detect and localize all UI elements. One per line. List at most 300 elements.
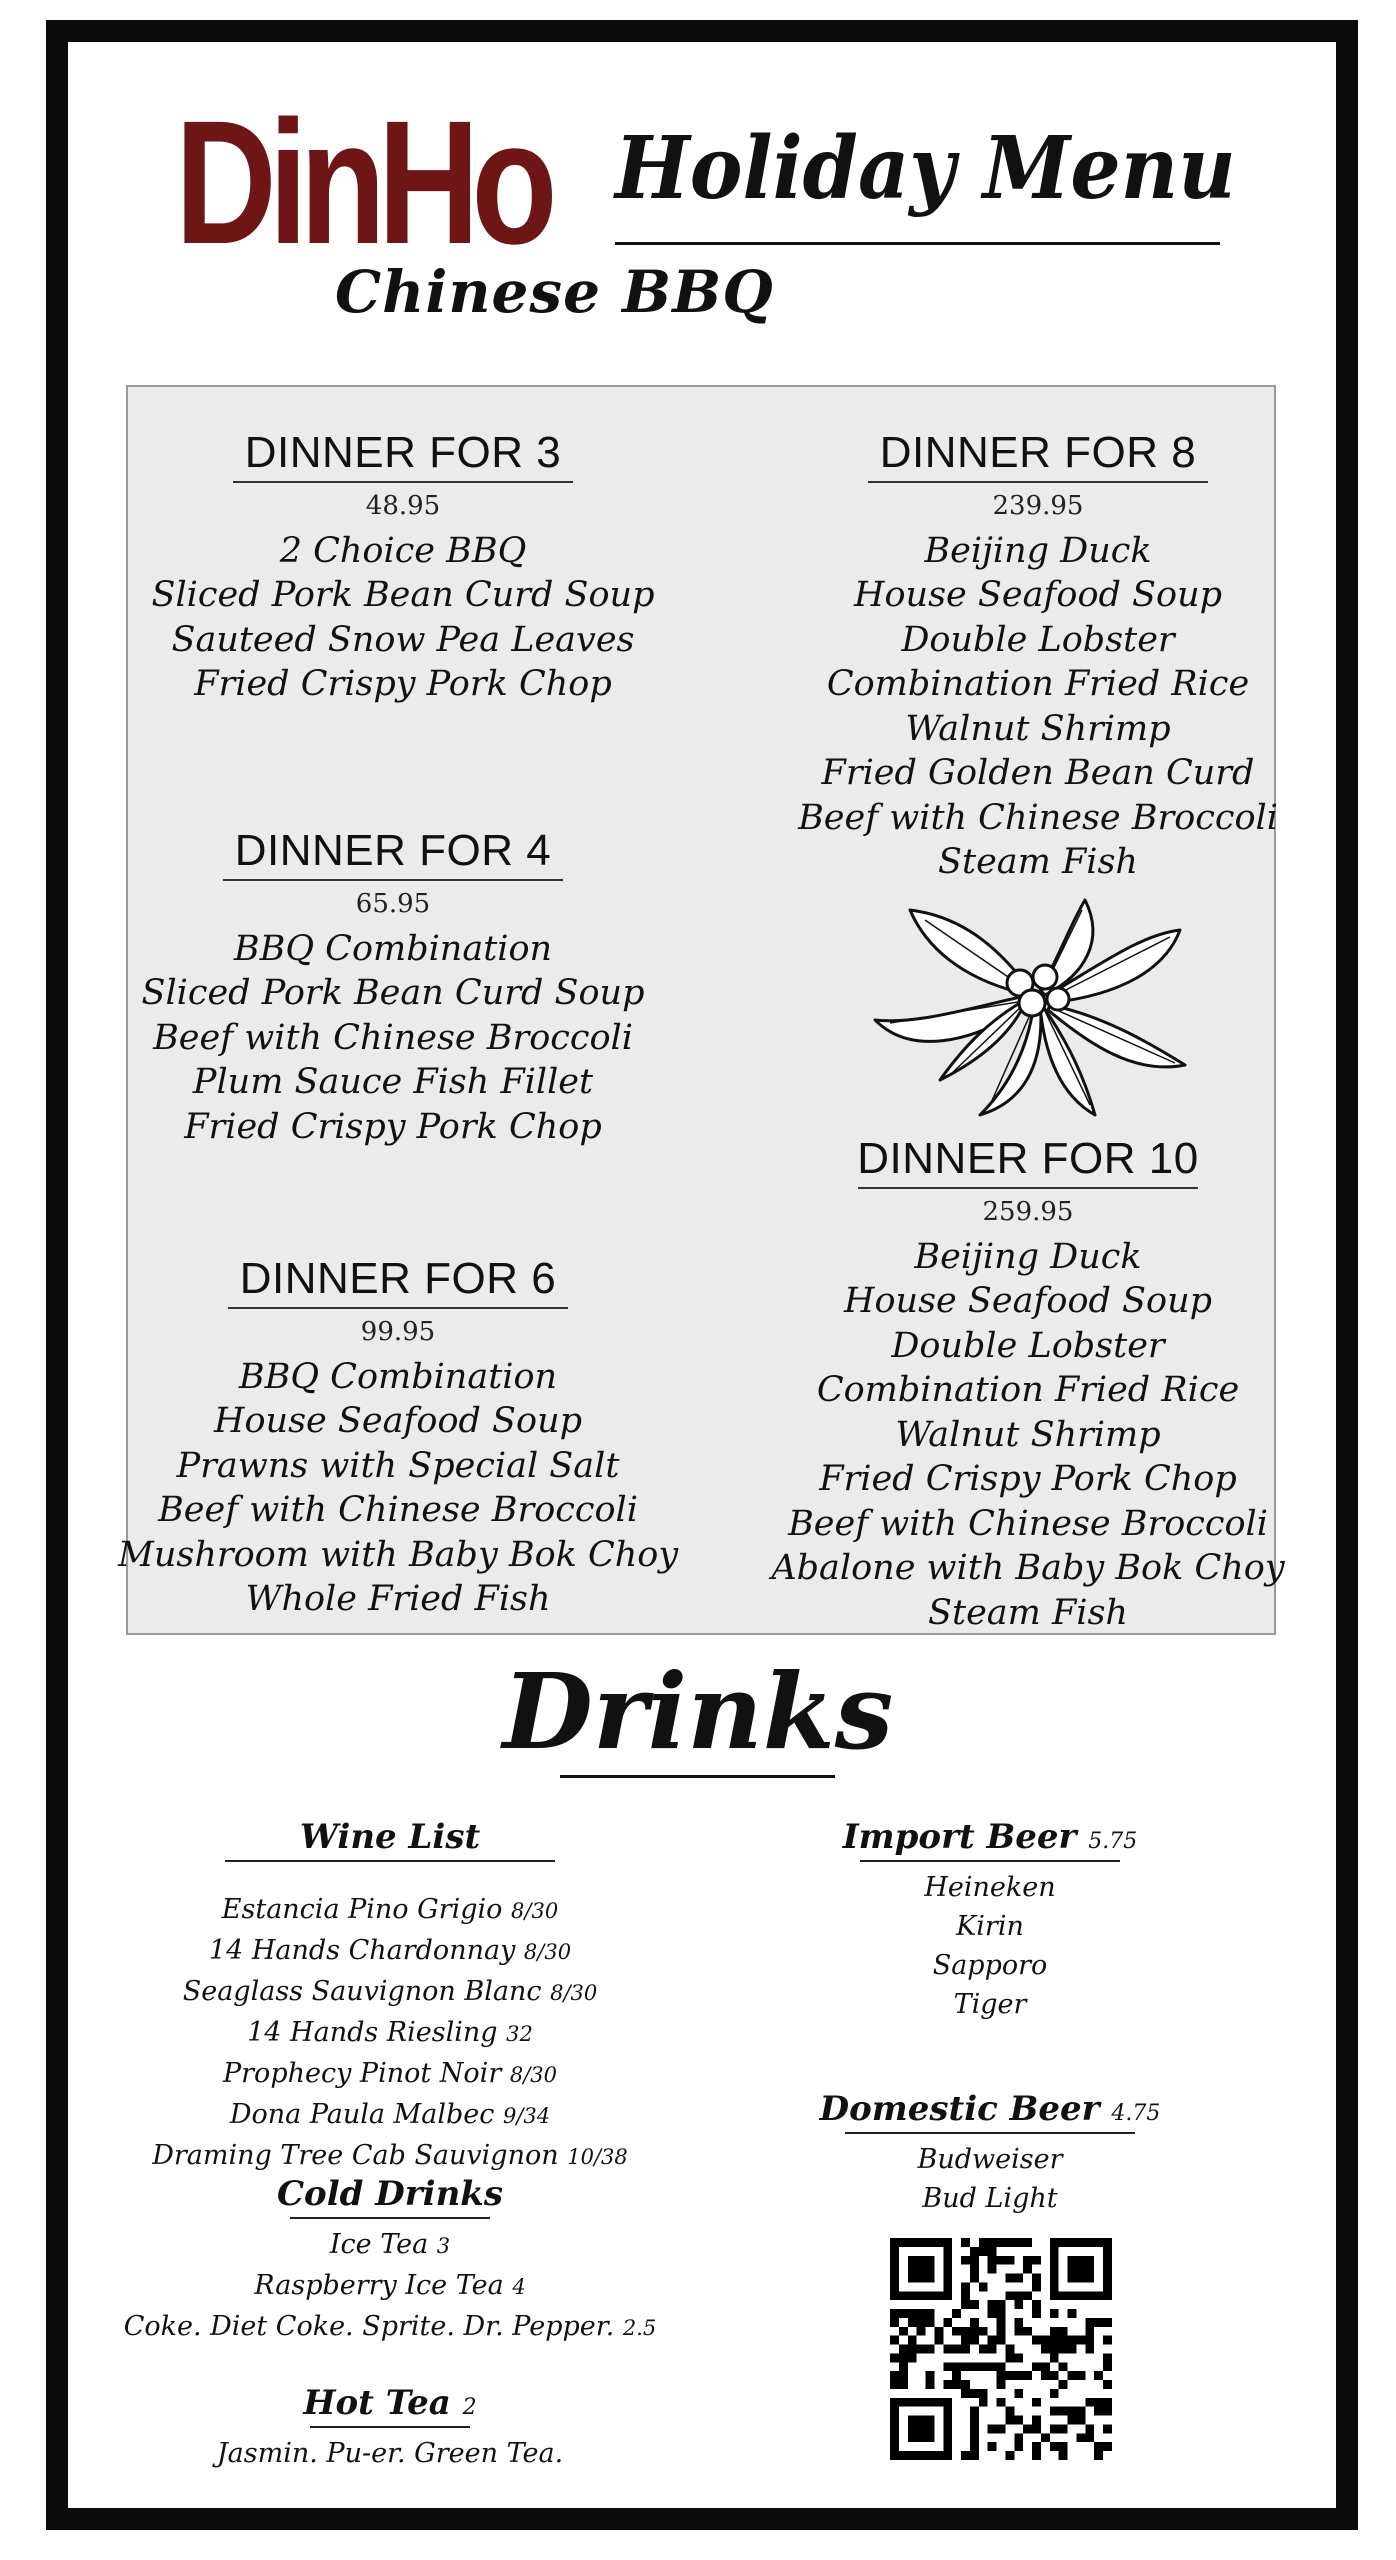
- qr-module: [1005, 2407, 1014, 2416]
- qr-module: [1094, 2407, 1103, 2416]
- dish-item: Beijing Duck: [914, 1236, 1142, 1277]
- qr-module: [1005, 2353, 1014, 2362]
- dish-item: House Seafood Soup: [843, 1281, 1213, 1322]
- qr-module: [988, 2442, 997, 2451]
- dish-item: Sauteed Snow Pea Leaves: [171, 619, 635, 660]
- qr-module: [997, 2362, 1006, 2371]
- domestic-beer-section: [790, 2090, 1190, 2218]
- qr-module: [961, 2451, 970, 2460]
- dinner-price: 239.95: [992, 491, 1084, 522]
- qr-module: [1076, 2336, 1085, 2345]
- qr-module: [952, 2345, 961, 2354]
- qr-module: [1014, 2371, 1023, 2380]
- qr-module: [997, 2371, 1006, 2380]
- qr-module: [988, 2247, 997, 2256]
- qr-module: [1059, 2442, 1068, 2451]
- qr-module: [1050, 2353, 1059, 2362]
- drink-name: Coke. Diet Coke. Sprite. Dr. Pepper.: [123, 2311, 615, 2343]
- qr-module: [1050, 2336, 1059, 2345]
- qr-module: [1032, 2398, 1041, 2407]
- qr-module: [1041, 2345, 1050, 2354]
- qr-module: [899, 2327, 908, 2336]
- qr-module: [997, 2424, 1006, 2433]
- dinner-price: 259.95: [982, 1197, 1074, 1228]
- drink-item: Jasmin. Pu-er. Green Tea.: [216, 2438, 564, 2470]
- qr-module: [1014, 2300, 1023, 2309]
- qr-module: [1014, 2274, 1023, 2283]
- qr-module: [952, 2309, 961, 2318]
- qr-module: [943, 2345, 952, 2354]
- qr-module: [961, 2362, 970, 2371]
- qr-module: [1094, 2371, 1103, 2380]
- qr-module: [961, 2389, 970, 2398]
- cold-drinks-section: [100, 2175, 680, 2348]
- drink-name: Estancia Pino Grigio: [221, 1894, 503, 1926]
- qr-module: [970, 2336, 979, 2345]
- qr-module: [961, 2256, 970, 2265]
- qr-module: [997, 2318, 1006, 2327]
- qr-module: [1068, 2416, 1077, 2425]
- qr-module: [1103, 2424, 1112, 2433]
- qr-module: [1032, 2256, 1041, 2265]
- qr-module: [970, 2318, 979, 2327]
- qr-module: [1032, 2451, 1041, 2460]
- domestic-beer-items: [790, 2140, 1190, 2218]
- qr-module: [1023, 2238, 1032, 2247]
- drink-name: Prophecy Pinot Noir: [222, 2058, 502, 2090]
- qr-module: [1094, 2398, 1103, 2407]
- qr-module: [1014, 2442, 1023, 2451]
- qr-module: [961, 2336, 970, 2345]
- dinner-price: 99.95: [360, 1317, 436, 1348]
- qr-module: [988, 2265, 997, 2274]
- dinner-for-8: [758, 429, 1318, 885]
- qr-module: [1005, 2256, 1014, 2265]
- dish-item: BBQ Combination: [233, 928, 553, 969]
- qr-module: [926, 2309, 935, 2318]
- dish-item: House Seafood Soup: [853, 575, 1223, 616]
- qr-module: [1005, 2274, 1014, 2283]
- qr-module: [934, 2327, 943, 2336]
- qr-module: [988, 2336, 997, 2345]
- qr-module: [997, 2309, 1006, 2318]
- qr-module: [1032, 2362, 1041, 2371]
- drink-name: Raspberry Ice Tea: [254, 2270, 504, 2302]
- qr-module: [970, 2424, 979, 2433]
- qr-module: [961, 2380, 970, 2389]
- dish-item: Fried Crispy Pork Chop: [184, 1106, 602, 1147]
- qr-module: [1014, 2318, 1023, 2327]
- qr-module: [997, 2380, 1006, 2389]
- qr-module: [1103, 2336, 1112, 2345]
- drink-item: [100, 2095, 680, 2136]
- qr-module: [908, 2353, 917, 2362]
- qr-module: [1059, 2336, 1068, 2345]
- drink-price: 8/30: [523, 1940, 572, 1965]
- qr-module: [970, 2274, 979, 2283]
- dinner-for-3: [123, 429, 683, 707]
- qr-module: [1050, 2345, 1059, 2354]
- drink-name: Draming Tree Cab Sauvignon: [152, 2140, 559, 2172]
- drink-name: 14 Hands Chardonnay: [208, 1935, 516, 1967]
- qr-module: [979, 2345, 988, 2354]
- dinner-title: DINNER FOR 6: [239, 1254, 557, 1303]
- hot-tea-heading: Hot Tea 2: [303, 2383, 477, 2423]
- qr-module: [1085, 2424, 1094, 2433]
- qr-module: [1014, 2433, 1023, 2442]
- qr-module: [917, 2318, 926, 2327]
- dish-item: Beijing Duck: [924, 530, 1152, 571]
- wine-items: [100, 1890, 680, 2177]
- qr-module: [1023, 2327, 1032, 2336]
- qr-module: [1014, 2238, 1023, 2247]
- drink-item: [100, 2013, 680, 2054]
- qr-module: [961, 2282, 970, 2291]
- qr-module: [899, 2309, 908, 2318]
- drinks-title: Drinks: [502, 1650, 894, 1773]
- qr-module: [1050, 2371, 1059, 2380]
- qr-module: [997, 2336, 1006, 2345]
- qr-module: [1005, 2416, 1014, 2425]
- qr-module: [908, 2309, 917, 2318]
- qr-module: [1050, 2309, 1059, 2318]
- qr-module: [1005, 2291, 1014, 2300]
- dinner-title-underline: [868, 481, 1208, 483]
- qr-module: [926, 2318, 935, 2327]
- drink-item: [100, 2307, 680, 2348]
- drink-item: Bud Light: [922, 2183, 1058, 2215]
- drink-item: [100, 1890, 680, 1931]
- qr-module: [997, 2238, 1006, 2247]
- qr-module: [908, 2416, 935, 2443]
- qr-module: [970, 2362, 979, 2371]
- qr-module: [926, 2371, 935, 2380]
- qr-module: [952, 2327, 961, 2336]
- hot-tea-section: [100, 2384, 680, 2473]
- qr-module: [979, 2389, 988, 2398]
- qr-module: [890, 2380, 899, 2389]
- qr-module: [970, 2442, 979, 2451]
- drink-item: [100, 2054, 680, 2095]
- qr-module: [1103, 2398, 1112, 2407]
- dish-item: Combination Fried Rice: [816, 1370, 1240, 1411]
- qr-module: [1014, 2291, 1023, 2300]
- qr-module: [970, 2300, 979, 2309]
- qr-module: [1068, 2345, 1077, 2354]
- qr-module: [1014, 2327, 1023, 2336]
- drink-price: 8/30: [511, 1899, 559, 1924]
- drink-item: Budweiser: [917, 2144, 1063, 2176]
- dish-item: Combination Fried Rice: [826, 664, 1250, 705]
- qr-module: [908, 2345, 917, 2354]
- qr-module: [988, 2256, 997, 2265]
- drink-item: [100, 1931, 680, 1972]
- qr-module: [1032, 2442, 1041, 2451]
- qr-module: [1103, 2362, 1112, 2371]
- qr-module: [1023, 2256, 1032, 2265]
- poinsettia-icon: [870, 895, 1190, 1120]
- drink-price: 8/30: [550, 1981, 598, 2006]
- dish-item: Double Lobster: [901, 619, 1175, 660]
- qr-module: [908, 2256, 935, 2283]
- dish-item: Whole Fried Fish: [245, 1579, 551, 1620]
- qr-module: [970, 2256, 979, 2265]
- qr-module: [1085, 2318, 1094, 2327]
- dish-item: Walnut Shrimp: [895, 1414, 1161, 1455]
- qr-module: [952, 2362, 961, 2371]
- qr-module: [1076, 2433, 1085, 2442]
- qr-module: [1032, 2309, 1041, 2318]
- qr-module: [1085, 2433, 1094, 2442]
- import-beer-section: [790, 1818, 1190, 2024]
- dish-item: Sliced Pork Bean Curd Soup: [141, 973, 645, 1014]
- drink-item: [100, 2136, 680, 2177]
- dish-item: BBQ Combination: [238, 1356, 558, 1397]
- qr-module: [988, 2309, 997, 2318]
- qr-module: [1023, 2265, 1032, 2274]
- dinner-title-underline: [858, 1187, 1198, 1189]
- drink-item: Sapporo: [932, 1950, 1048, 1982]
- qr-module: [1041, 2362, 1050, 2371]
- qr-module: [970, 2433, 979, 2442]
- qr-code[interactable]: [890, 2238, 1112, 2460]
- qr-module: [1005, 2238, 1014, 2247]
- qr-module: [961, 2238, 970, 2247]
- qr-module: [1005, 2451, 1014, 2460]
- dish-item: Beef with Chinese Broccoli: [158, 1490, 638, 1531]
- qr-module: [988, 2345, 997, 2354]
- qr-module: [970, 2451, 979, 2460]
- drinks-underline: [560, 1775, 835, 1778]
- qr-module: [1023, 2424, 1032, 2433]
- qr-module: [1032, 2424, 1041, 2433]
- qr-module: [890, 2318, 899, 2327]
- qr-module: [917, 2345, 926, 2354]
- qr-module: [1076, 2416, 1085, 2425]
- title-underline: [615, 242, 1220, 245]
- qr-module: [970, 2389, 979, 2398]
- qr-module: [1076, 2371, 1085, 2380]
- qr-module: [979, 2362, 988, 2371]
- qr-module: [1041, 2336, 1050, 2345]
- qr-module: [1103, 2353, 1112, 2362]
- qr-module: [1085, 2398, 1094, 2407]
- dish-item: Beef with Chinese Broccoli: [798, 797, 1278, 838]
- dish-item: Beef with Chinese Broccoli: [153, 1017, 633, 1058]
- qr-module: [943, 2318, 952, 2327]
- qr-module: [1076, 2407, 1085, 2416]
- import-beer-items: [790, 1868, 1190, 2024]
- qr-module: [1094, 2442, 1103, 2451]
- qr-module: [961, 2345, 970, 2354]
- dinner-title-underline: [233, 481, 573, 483]
- brand-subtitle: Chinese BBQ: [335, 258, 774, 326]
- qr-module: [1059, 2407, 1068, 2416]
- dinner-price: 48.95: [365, 491, 441, 522]
- dish-item: Sliced Pork Bean Curd Soup: [151, 575, 655, 616]
- qr-module: [988, 2300, 997, 2309]
- qr-module: [970, 2407, 979, 2416]
- dish-item: Steam Fish: [938, 842, 1138, 883]
- qr-module: [1094, 2451, 1103, 2460]
- dinner-for-10: [748, 1135, 1308, 1635]
- qr-module: [1103, 2407, 1112, 2416]
- drink-price: 9/34: [502, 2104, 551, 2129]
- drink-item: [100, 1972, 680, 2013]
- qr-module: [970, 2416, 979, 2425]
- dish-item: 2 Choice BBQ: [279, 530, 527, 571]
- dish-item: Beef with Chinese Broccoli: [788, 1503, 1268, 1544]
- qr-module: [1103, 2318, 1112, 2327]
- qr-module: [979, 2398, 988, 2407]
- qr-module: [961, 2291, 970, 2300]
- drink-name: Dona Paula Malbec: [229, 2099, 495, 2131]
- qr-module: [1032, 2336, 1041, 2345]
- dinner-title: DINNER FOR 3: [244, 428, 562, 477]
- dinner-title: DINNER FOR 10: [857, 1134, 1199, 1183]
- drink-price: 32: [506, 2022, 533, 2047]
- qr-module: [970, 2265, 979, 2274]
- qr-module: [979, 2327, 988, 2336]
- qr-module: [926, 2345, 935, 2354]
- qr-module: [1050, 2389, 1059, 2398]
- qr-module: [908, 2318, 917, 2327]
- dish-item: House Seafood Soup: [213, 1401, 583, 1442]
- qr-module: [970, 2247, 979, 2256]
- qr-module: [1085, 2345, 1094, 2354]
- qr-module: [979, 2238, 988, 2247]
- qr-module: [1014, 2416, 1023, 2425]
- qr-module: [917, 2327, 926, 2336]
- qr-module: [961, 2327, 970, 2336]
- qr-module: [899, 2380, 908, 2389]
- cold-drinks-items: [100, 2225, 680, 2348]
- import-beer-heading: Import Beer 5.75: [842, 1817, 1138, 1857]
- qr-module: [1068, 2407, 1077, 2416]
- dish-item: Fried Crispy Pork Chop: [194, 664, 612, 705]
- qr-module: [997, 2256, 1006, 2265]
- qr-module: [952, 2380, 961, 2389]
- drink-name: Seaglass Sauvignon Blanc: [182, 1976, 542, 2008]
- wine-list-section: [100, 1818, 680, 2177]
- qr-module: [988, 2362, 997, 2371]
- dish-item: Prawns with Special Salt: [176, 1445, 620, 1486]
- qr-module: [1085, 2336, 1094, 2345]
- qr-module: [926, 2380, 935, 2389]
- qr-module: [1023, 2371, 1032, 2380]
- drink-name: 14 Hands Riesling: [247, 2017, 498, 2049]
- qr-module: [1059, 2362, 1068, 2371]
- qr-module: [1005, 2345, 1014, 2354]
- dish-item: Fried Golden Bean Curd: [821, 753, 1255, 794]
- qr-module: [908, 2336, 917, 2345]
- qr-module: [1050, 2424, 1059, 2433]
- drink-item: [100, 2225, 680, 2266]
- qr-module: [1014, 2389, 1023, 2398]
- qr-module: [1059, 2345, 1068, 2354]
- qr-module: [1068, 2371, 1077, 2380]
- dish-item: Fried Crispy Pork Chop: [819, 1459, 1237, 1500]
- qr-module: [899, 2345, 908, 2354]
- qr-module: [1059, 2451, 1068, 2460]
- qr-module: [997, 2327, 1006, 2336]
- dish-item: Double Lobster: [891, 1325, 1165, 1366]
- qr-module: [1050, 2327, 1059, 2336]
- dinner-price: 65.95: [355, 889, 431, 920]
- domestic-beer-heading: Domestic Beer 4.75: [819, 2089, 1161, 2129]
- qr-module: [899, 2362, 908, 2371]
- qr-module: [890, 2309, 899, 2318]
- qr-module: [979, 2282, 988, 2291]
- qr-module: [1032, 2300, 1041, 2309]
- dish-item: Abalone with Baby Bok Choy: [771, 1548, 1285, 1589]
- qr-module: [988, 2424, 997, 2433]
- qr-module: [917, 2309, 926, 2318]
- drink-item: Heineken: [924, 1872, 1056, 1904]
- qr-module: [997, 2300, 1006, 2309]
- qr-module: [1103, 2380, 1112, 2389]
- dinner-for-6: [118, 1255, 678, 1622]
- menu-title: Holiday Menu: [615, 118, 1236, 219]
- qr-module: [997, 2398, 1006, 2407]
- qr-module: [1059, 2327, 1068, 2336]
- qr-module: [943, 2380, 952, 2389]
- qr-module: [1014, 2353, 1023, 2362]
- dinner-for-4: [113, 827, 673, 1149]
- qr-module: [1041, 2371, 1050, 2380]
- cold-drinks-heading: Cold Drinks: [277, 2174, 503, 2214]
- qr-module: [1068, 2309, 1077, 2318]
- dish-item: Mushroom with Baby Bok Choy: [118, 1534, 679, 1575]
- dish-item: Walnut Shrimp: [905, 708, 1171, 749]
- qr-module: [1032, 2416, 1041, 2425]
- qr-module: [1059, 2424, 1068, 2433]
- dish-item: Plum Sauce Fish Fillet: [192, 1062, 594, 1103]
- qr-module: [934, 2336, 943, 2345]
- qr-module: [952, 2371, 961, 2380]
- dish-item: Steam Fish: [928, 1592, 1128, 1633]
- qr-module: [890, 2353, 899, 2362]
- qr-module: [1041, 2433, 1050, 2442]
- qr-module: [970, 2327, 979, 2336]
- drink-price: 10/38: [567, 2145, 628, 2170]
- qr-module: [1068, 2336, 1077, 2345]
- qr-module: [1068, 2256, 1095, 2283]
- drink-item: Tiger: [953, 1989, 1027, 2021]
- qr-module: [943, 2362, 952, 2371]
- drink-price: 3: [436, 2234, 451, 2259]
- dinner-title: DINNER FOR 4: [234, 826, 552, 875]
- dinner-title-underline: [223, 879, 563, 881]
- qr-module: [988, 2238, 997, 2247]
- qr-module: [1094, 2318, 1103, 2327]
- qr-module: [1005, 2371, 1014, 2380]
- qr-module: [1085, 2327, 1094, 2336]
- qr-module: [961, 2300, 970, 2309]
- qr-module: [890, 2371, 899, 2380]
- qr-module: [1103, 2442, 1112, 2451]
- qr-module: [1023, 2291, 1032, 2300]
- qr-module: [1050, 2442, 1059, 2451]
- wine-list-heading: Wine List: [299, 1817, 481, 1857]
- qr-module: [979, 2247, 988, 2256]
- qr-module: [1032, 2282, 1041, 2291]
- qr-module: [1059, 2380, 1068, 2389]
- drink-name: Ice Tea: [329, 2229, 429, 2261]
- qr-module: [1032, 2274, 1041, 2283]
- brand-logo: DinHo: [175, 85, 550, 281]
- qr-module: [899, 2371, 908, 2380]
